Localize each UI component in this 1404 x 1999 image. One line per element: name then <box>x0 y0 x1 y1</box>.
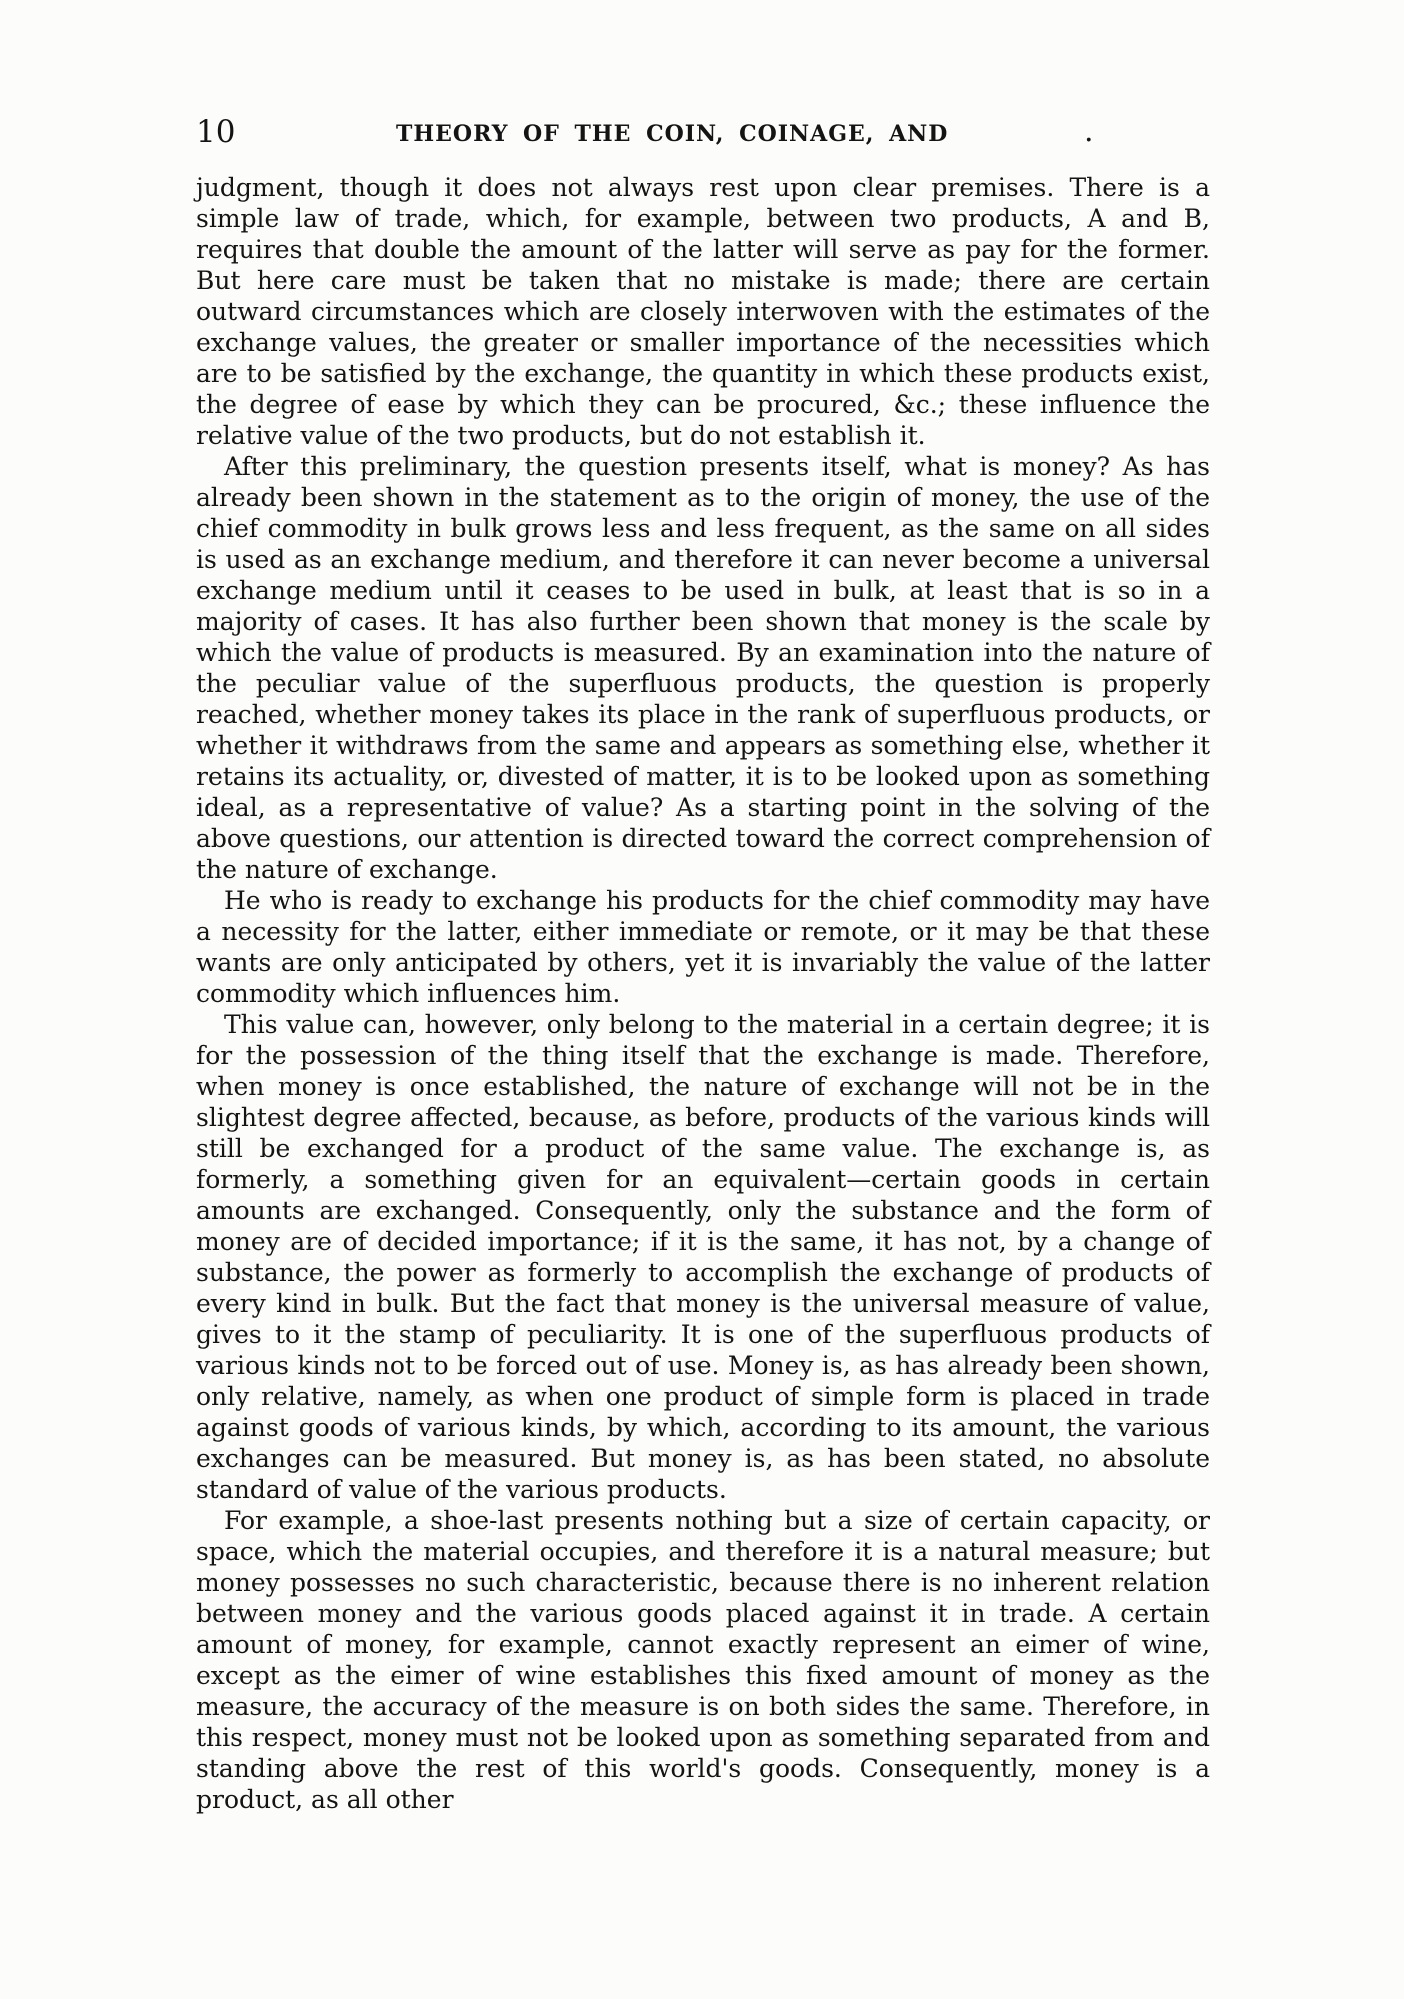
page-header <box>196 112 1210 152</box>
paragraph-shoe-last-example: For example, a shoe-last presents nothing but a size of certain capacity, or space, which the material occupies, and therefore it is a natural measure; but money possesses no such characteristic, because there is no inherent relation between money and the various goods placed against it in trade. A certain amount of money, for example, cannot exactly represent an eimer of wine, except as the eimer of wine establishes this fixed amount of money as the measure, the accuracy of the measure is on both sides the same. Therefore, in this respect, money must not be looked upon as something separated from and standing above the rest of this world's goods. Consequently, money is a product, as all other <box>196 1506 1210 1814</box>
paragraph-what-is-money: After this preliminary, the question presents itself, what is money? As has already been shown in the statement as to the origin of money, the use of the chief commodity in bulk grows less and less frequent, as the same on all sides is used as an exchange medium, and therefore it can never become a universal exchange medium until it ceases to be used in bulk, at least that is so in a majority of cases. It has also further been shown that money is the scale by which the value of products is measured. By an examination into the nature of the peculiar value of the superfluous products, the question is properly reached, whether money takes its place in the rank of superfluous products, or whether it withdraws from the same and appears as something else, whether it retains its actuality, or, divested of matter, it is to be looked upon as something ideal, as a representative of value? As a starting point in the solving of the above questions, our attention is directed toward the correct comprehension of the nature of exchange. <box>196 452 1210 884</box>
paragraph-exchange-products: He who is ready to exchange his products for the chief commodity may have a necessity for the latter, either immediate or remote, or it may be that these wants are only anticipated by others, yet it is invariably the value of the latter commodity which influences him. <box>196 886 1210 1008</box>
running-head: THEORY OF THE COIN, COINAGE, AND <box>396 121 949 147</box>
body-text <box>196 172 1210 1815</box>
paragraph-value-of-material: This value can, however, only belong to the material in a certain degree; it is for the possession of the thing itself that the exchange is made. Therefore, when money is once established, the nature of exchange will not be in the slightest degree affected, because, as before, products of the various kinds will still be exchanged for a product of the same value. The exchange is, as formerly, a something given for an equivalent—certain goods in certain amounts are exchanged. Consequently, only the substance and the form of money are of decided importance; if it is the same, it has not, by a change of substance, the power as formerly to accomplish the exchange of products of every kind in bulk. But the fact that money is the universal measure of value, gives to it the stamp of peculiarity. It is one of the superfluous products of various kinds not to be forced out of use. Money is, as has already been shown, only relative, namely, as when one product of simple form is placed in trade against goods of various kinds, by which, according to its amount, the various exchanges can be measured. But money is, as has been stated, no absolute standard of value of the various products. <box>196 1010 1210 1504</box>
page-number: 10 <box>196 114 236 150</box>
running-head-mark: . <box>1084 114 1094 149</box>
paragraph-continuation: judgment, though it does not always rest upon clear premises. There is a simple law of trade, which, for example, between two products, A and B, requires that double the amount of the latter will serve as pay for the former. But here care must be taken that no mistake is made; there are certain outward circumstances which are closely interwoven with the estimates of the exchange values, the greater or smaller importance of the necessities which are to be satisfied by the exchange, the quantity in which these products exist, the degree of ease by which they can be procured, &c.; these influence the relative value of the two products, but do not establish it. <box>196 173 1210 450</box>
